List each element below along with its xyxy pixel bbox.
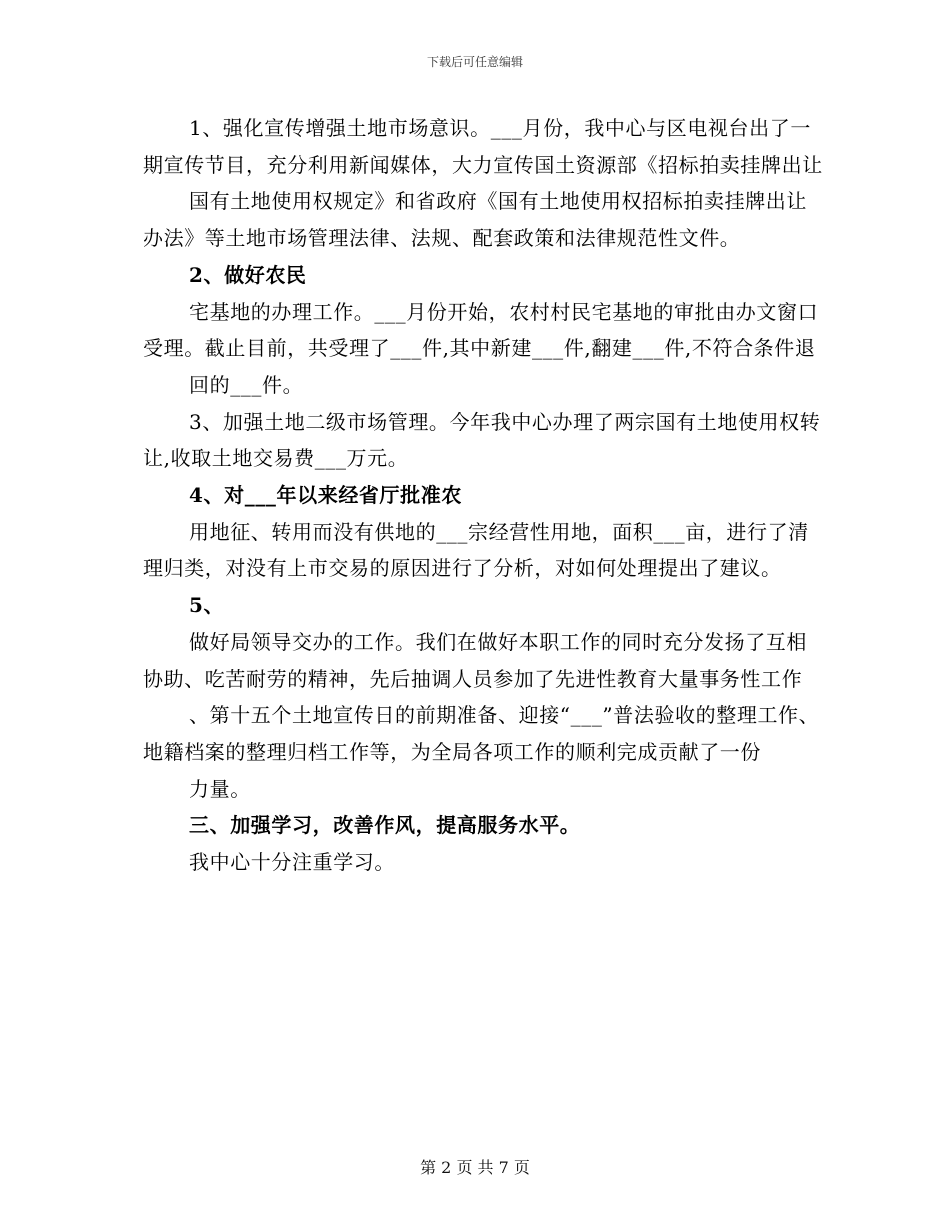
paragraph: 力量。 xyxy=(189,776,251,801)
section-heading: 三、加强学习，改善作风，提高服务水平。 xyxy=(189,813,581,838)
paragraph: 我中心十分注重学习。 xyxy=(189,850,395,875)
section-heading: 5、 xyxy=(189,593,225,618)
paragraph: 3、加强土地二级市场管理。今年我中心办理了两宗国有土地使用权转让,收取土地交易费___万元。 xyxy=(143,409,821,471)
page-number-footer: 第 2 页 共 7 页 xyxy=(420,1158,530,1177)
paragraph: 1、强化宣传增强土地市场意识。___月份，我中心与区电视台出了一期宣传节目，充分利用新闻媒体，大力宣传国土资源部《招标拍卖挂牌出让 xyxy=(143,116,823,177)
paragraph: 宅基地的办理工作。___月份开始，农村村民宅基地的审批由办文窗口受理。截止目前，共受理了___件,其中新建___件,翻建___件,不符合条件退 xyxy=(143,299,819,361)
section-heading: 4、对___年以来经省厅批准农 xyxy=(189,483,462,508)
paragraph: 国有土地使用权规定》和省政府《国有土地使用权招标拍卖挂牌出让办法》等土地市场管理法律、法规、配套政策和法律规范性文件。 xyxy=(143,189,807,251)
paragraph: 做好局领导交办的工作。我们在做好本职工作的同时充分发扬了互相协助、吃苦耐劳的精神，先后抽调人员参加了先进性教育大量事务性工作 xyxy=(143,629,807,691)
section-heading: 2、做好农民 xyxy=(189,262,307,287)
paragraph: 用地征、转用而没有供地的___宗经营性用地，面积___亩，进行了清理归类，对没有上市交易的原因进行了分析，对如何处理提出了建议。 xyxy=(143,519,809,581)
paragraph: 、第十五个土地宣传日的前期准备、迎接“___”普法验收的整理工作、地籍档案的整理归档工作等，为全局各项工作的顺利完成贡献了一份 xyxy=(143,703,820,764)
document-body xyxy=(143,110,823,881)
paragraph: 回的___件。 xyxy=(189,372,304,397)
header-note: 下载后可任意编辑 xyxy=(426,55,523,69)
